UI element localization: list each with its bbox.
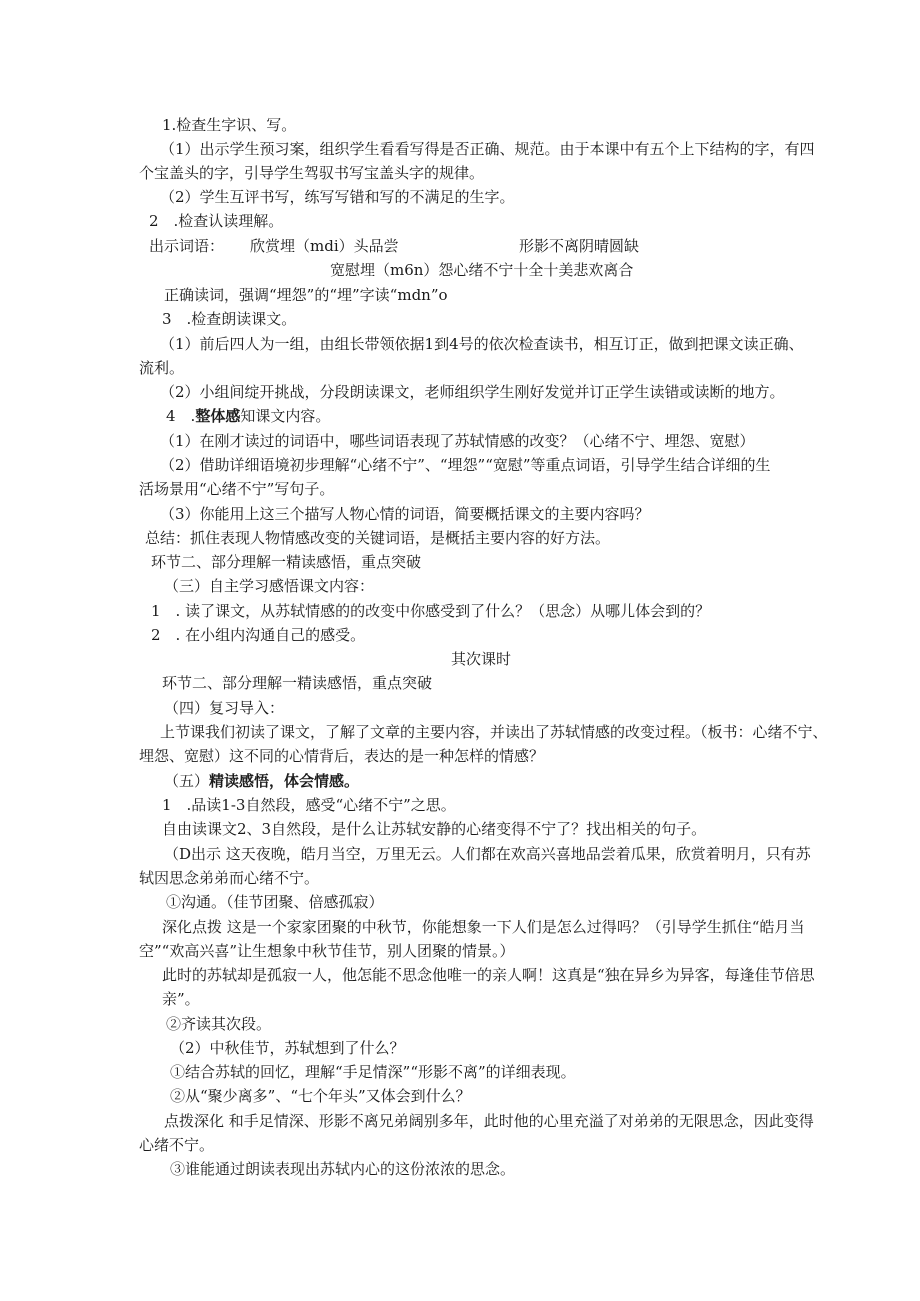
text-line: ②从“聚少离多”、“七个年头”又体会到什么？: [170, 1087, 471, 1105]
text-line: 心绪不宁。: [139, 1136, 215, 1154]
text-line: 自由读课文2、3自然段，是什么让苏轼安静的心绪变得不宁了？找出相关的句子。: [162, 820, 707, 838]
bold-text-run: 精读感悟，体会情感。: [209, 772, 360, 790]
text-line: 轼因思念弟弟而心绪不宁。: [139, 869, 320, 887]
text-line: 欣赏埋（mdi）头品尝: [250, 237, 399, 255]
text-line: 1 .品读1-3自然段，感受“心绪不宁”之思。: [162, 796, 456, 814]
text-line: 上节课我们初读了课文，了解了文章的主要内容，并读出了苏轼情感的改变过程。（板书：心绪不宁、: [160, 723, 828, 741]
text-line: 埋怨、宽慰）这不同的心情背后，表达的是一种怎样的情感？: [139, 747, 545, 765]
text-line: （2）小组间绽开挑战，分段朗读课文，老师组织学生刚好发觉并订正学生读错或读断的地方。: [160, 383, 785, 401]
text-line: （2）借助详细语境初步理解“心绪不宁”、“埋怨”“宽慰”等重点词语，引导学生结合详细的生: [160, 456, 771, 474]
text-line: 环节二、部分理解一精读感悟，重点突破: [162, 674, 433, 692]
text-line: 宽慰埋（m6n）怨心绪不宁十全十美悲欢离合: [330, 261, 634, 279]
text-line: （2）学生互评书写，练写写错和写的不满足的生字。: [160, 188, 515, 206]
text-line: 亲”。: [162, 990, 200, 1008]
text-line: ③谁能通过朗读表现出苏轼内心的这份浓浓的思念。: [170, 1160, 516, 1178]
text-line: 环节二、部分理解一精读感悟，重点突破: [151, 553, 422, 571]
text-run: 4 .: [166, 407, 196, 425]
text-line: ①结合苏轼的回忆，理解“手足情深”“形影不离”的详细表现。: [170, 1063, 576, 1081]
text-line: [164, 770, 359, 792]
text-run: 知课文内容。: [240, 407, 331, 425]
text-line: 此时的苏轼却是孤寂一人，他怎能不思念他唯一的亲人啊！这真是“独在异乡为异客，每逢佳节倍思: [162, 966, 815, 984]
text-line: （1）前后四人为一组，由组长带领依据1到4号的依次检查读书，相互订正，做到把课文读正确、: [160, 335, 804, 353]
text-line: 1 . 读了课文，从苏轼情感的的改变中你感受到了什么？（思念）从哪儿体会到的？: [151, 602, 711, 620]
text-line: （2）中秋佳节，苏轼想到了什么？: [170, 1039, 405, 1057]
text-line: 总结：抓住表现人物情感改变的关键词语，是概括主要内容的好方法。: [145, 529, 611, 547]
text-line: ①沟通。（佳节团聚、倍感孤寂）: [166, 893, 384, 911]
text-line: 2 . 在小组内沟通自己的感受。: [151, 626, 366, 644]
text-line: （1）出示学生预习案，组织学生看看写得是否正确、规范。由于本课中有五个上下结构的字，有四: [160, 140, 815, 158]
text-line: 形影不离阴晴圆缺: [519, 237, 640, 255]
text-line: 活场景用“心绪不宁”写句子。: [139, 480, 335, 498]
text-run: （五）: [164, 772, 210, 790]
bold-text-run: 整体感: [195, 407, 241, 425]
text-line: （1）在刚才读过的词语中，哪些词语表现了苏轼情感的改变？（心绪不宁、埋怨、宽慰）: [160, 432, 755, 450]
text-line: （D出示 这天夜晚，皓月当空，万里无云。人们都在欢高兴喜地品尝着瓜果，欣赏着明月，只有苏: [164, 845, 811, 863]
text-line: ②齐读其次段。: [166, 1015, 272, 1033]
text-line: 1.检查生字识、写。: [162, 116, 297, 134]
text-line: 深化点拨 这是一个家家团聚的中秋节，你能想象一下人们是怎么过得吗？（引导学生抓住“皓月当: [162, 918, 805, 936]
text-line: 点拨深化 和手足情深、形影不离兄弟阔别多年，此时他的心里充溢了对弟弟的无限思念，因此变得: [164, 1112, 814, 1130]
text-line: 出示词语：: [149, 237, 225, 255]
text-line: 个宝盖头的字，引导学生驾驭书写宝盖头字的规律。: [139, 164, 485, 182]
text-line: （四）复习导入：: [164, 699, 285, 717]
text-line: 3 .检查朗读课文。: [162, 310, 297, 328]
text-line: 正确读词，强调“埋怨”的“埋”字读“mdn”o: [164, 286, 448, 304]
text-line: （三）自主学习感悟课文内容：: [164, 577, 375, 595]
text-line: 空”“欢高兴喜”让生想象中秋节佳节，别人团聚的情景。）: [139, 942, 515, 960]
text-line: 其次课时: [451, 650, 512, 668]
text-line: （3）你能用上这三个描写人物心情的词语，简要概括课文的主要内容吗？: [160, 505, 650, 523]
text-line: 2 .检查认读理解。: [149, 212, 284, 230]
text-line: [166, 405, 330, 427]
text-line: 流利。: [139, 359, 185, 377]
